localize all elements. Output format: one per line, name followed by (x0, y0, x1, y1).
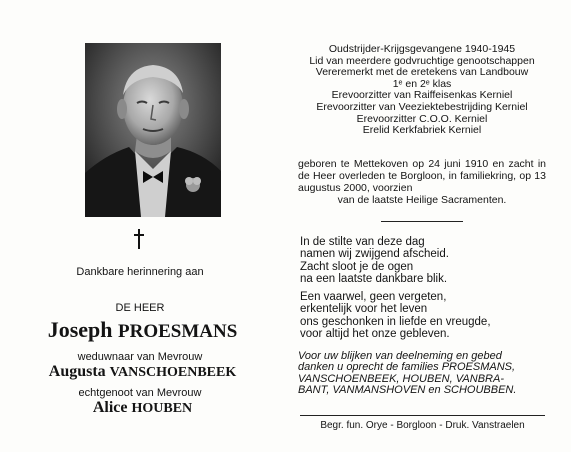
poem-line: na een laatste dankbare blik. (300, 272, 448, 285)
portrait-photo (85, 43, 221, 217)
second-wife-name (20, 399, 265, 417)
gratitude-line: Dankbare herinnering aan (76, 266, 204, 278)
birth-death-main: geboren te Mettekoven op 24 juni 1910 en zacht in de Heer overleden te Borgloon, in familiekring, op 13 augustus 2000, voorzien (298, 158, 546, 194)
deceased-last-name: PROESMANS (118, 321, 238, 342)
thanks-text (298, 351, 544, 397)
deceased-first-name: Joseph (47, 317, 113, 342)
poem-line: erkentelijk voor het leven (300, 303, 428, 316)
honor-line: Erelid Kerkfabriek Kerniel (362, 124, 482, 137)
poem-line: Zacht sloot je de ogen (300, 260, 414, 273)
separator-line (381, 221, 463, 222)
honor-line: Erevoorzitter van Veeziektebestrijding Kerniel (316, 100, 528, 113)
thanks-line: VANSCHOENBEEK, HOUBEN, VANBRA- (298, 372, 504, 385)
first-wife-first-name: Augusta (48, 363, 106, 380)
second-wife-first-name: Alice (92, 399, 128, 416)
honor-line: Lid van meerdere godvruchtige genootschappen (309, 54, 535, 67)
footer-rule (300, 415, 545, 416)
widower-line: weduwnaar van Mevrouw (77, 351, 203, 363)
honor-line: 1ᵉ en 2ᵉ klas (392, 77, 452, 90)
portrait-image (85, 43, 221, 217)
poem-line: voor altijd het onze gebleven. (300, 328, 450, 341)
honor-line: Erevoorzitter C.O.O. Kerniel (356, 112, 488, 125)
poem-line: In de stilte van deze dag (300, 236, 425, 248)
spouse-line: echtgenoot van Mevrouw (78, 387, 202, 399)
first-wife-name (20, 363, 265, 381)
birth-death-text (298, 158, 546, 206)
deceased-name (20, 317, 265, 343)
cross-icon (131, 229, 147, 249)
honors-list (298, 44, 546, 137)
printer-footer: Begr. fun. Orye - Borgloon - Druk. Vanstraelen (320, 420, 525, 431)
birth-death-last: van de laatste Heilige Sacramenten. (337, 194, 507, 206)
poem-line: ons geschonken in liefde en vreugde, (300, 315, 491, 328)
poem-line: namen wij zwijgend afscheid. (300, 248, 449, 261)
honor-line: Vereremerkt met de eretekens van Landbouw (315, 66, 529, 79)
thanks-line: danken u oprecht de families PROESMANS, (298, 361, 516, 374)
title-line: DE HEER (115, 302, 165, 314)
poem-line: Een vaarwel, geen vergeten, (300, 291, 447, 304)
poem (300, 236, 548, 340)
thanks-line: Voor uw blijken van deelneming en gebed (298, 350, 502, 362)
thanks-line: BANT, VANMANSHOVEN en SCHOUBBEN. (298, 384, 517, 397)
honor-line: Erevoorzitter van Raiffeisenkas Kerniel (331, 89, 513, 102)
honor-line: Oudstrijder-Krijgsgevangene 1940-1945 (328, 43, 516, 55)
first-wife-last-name: VANSCHOENBEEK (109, 365, 237, 380)
second-wife-last-name: HOUBEN (131, 401, 193, 416)
